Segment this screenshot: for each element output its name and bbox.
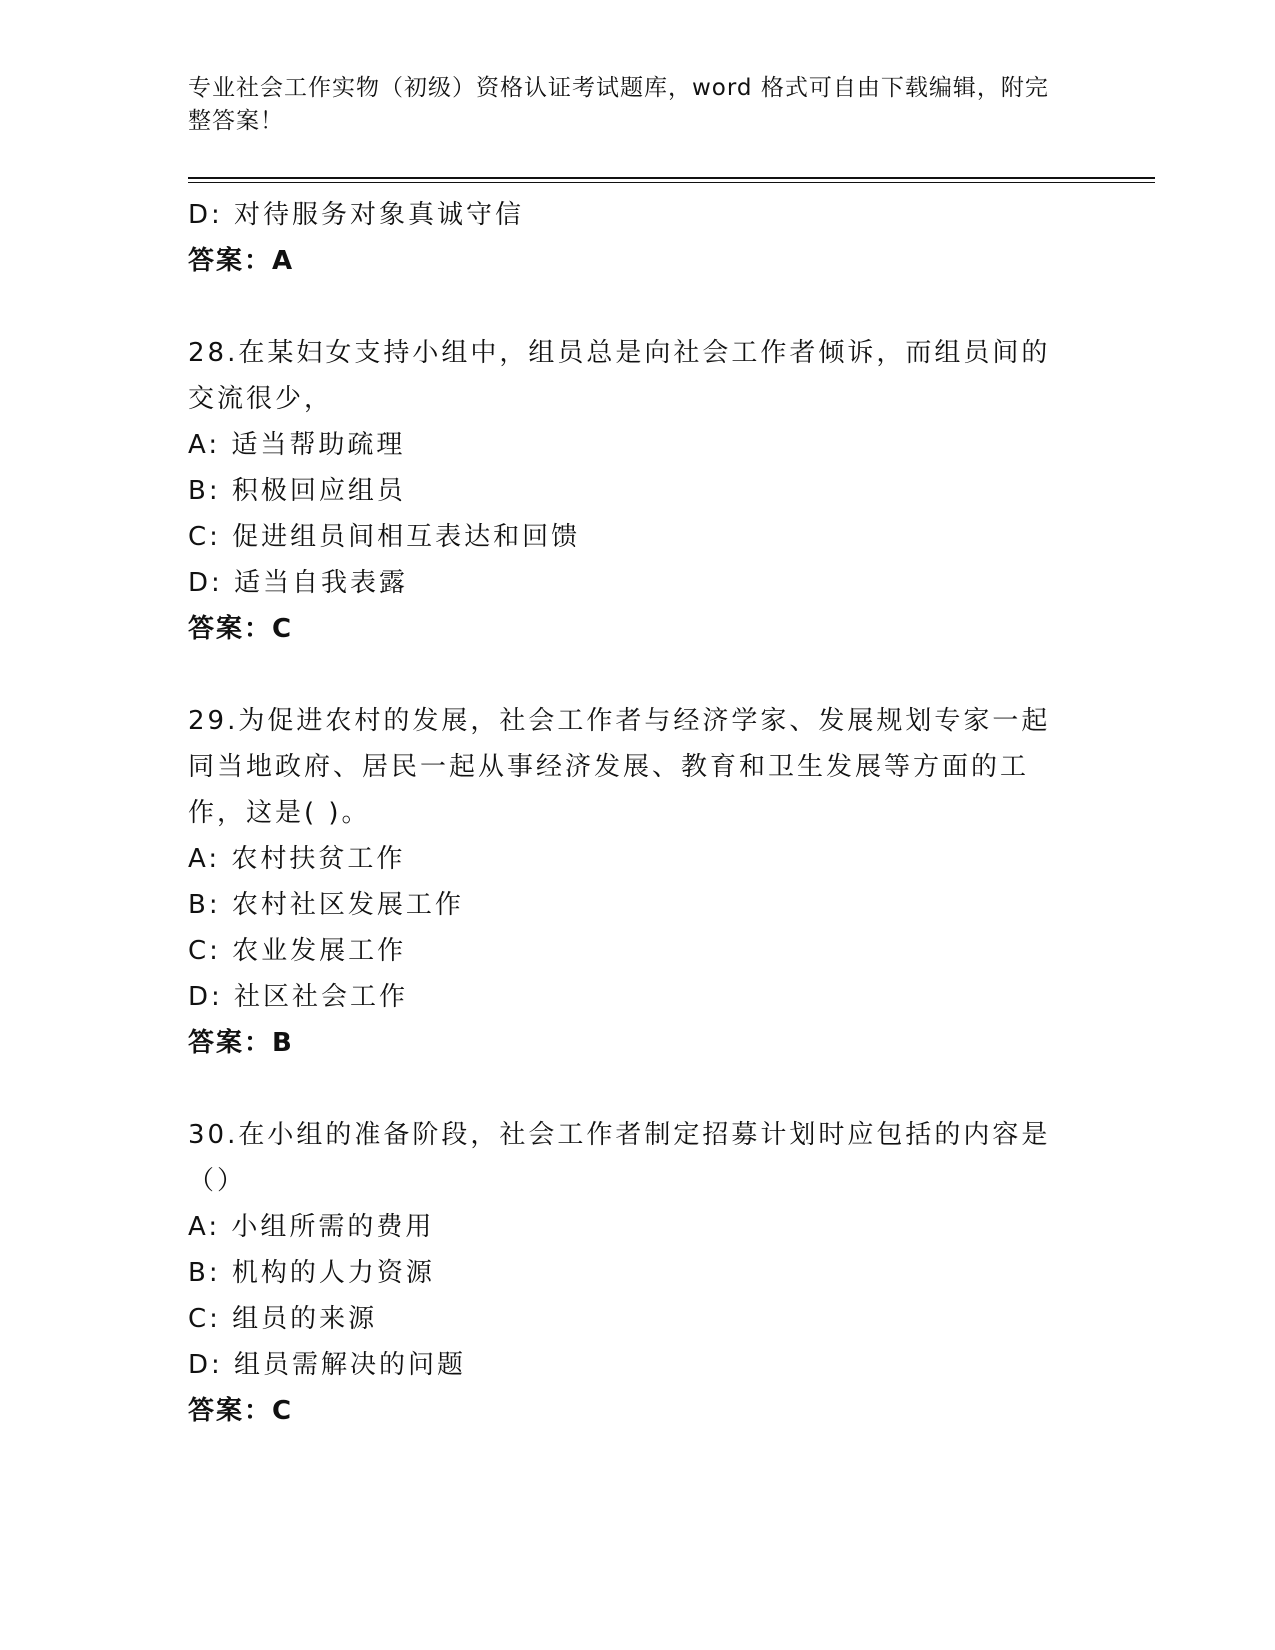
question-stem: 29.为促进农村的发展，社会工作者与经济学家、发展规划专家一起同当地政府、居民一起从事经济发展、教育和卫生发展等方面的工作，这是( )。 bbox=[188, 706, 1051, 828]
answer-text: 答案：B bbox=[188, 1028, 294, 1058]
option-b: B: 积极回应组员 bbox=[188, 476, 406, 506]
option-a: A: 小组所需的费用 bbox=[188, 1212, 435, 1242]
answer-text: 答案：C bbox=[188, 614, 294, 644]
option-d: D: 社区社会工作 bbox=[188, 982, 409, 1012]
question-28 bbox=[188, 330, 1088, 652]
answer-text: 答案：A bbox=[188, 246, 295, 276]
answer-text: 答案：C bbox=[188, 1396, 294, 1426]
question-list bbox=[188, 192, 1088, 1434]
option-d: D: 组员需解决的问题 bbox=[188, 1350, 467, 1380]
option-a: A: 农村扶贫工作 bbox=[188, 844, 406, 874]
question-stem: 28.在某妇女支持小组中，组员总是向社会工作者倾诉，而组员间的交流很少， bbox=[188, 338, 1051, 414]
option-d: D: 对待服务对象真诚守信 bbox=[188, 200, 525, 230]
option-b: B: 机构的人力资源 bbox=[188, 1258, 435, 1288]
document-header: 专业社会工作实物（初级）资格认证考试题库，word 格式可自由下载编辑，附完整答案！ bbox=[188, 75, 1049, 134]
option-c: C: 组员的来源 bbox=[188, 1304, 378, 1334]
option-d: D: 适当自我表露 bbox=[188, 568, 409, 598]
question-29 bbox=[188, 698, 1088, 1066]
question-30 bbox=[188, 1112, 1088, 1434]
question-stem: 30.在小组的准备阶段，社会工作者制定招募计划时应包括的内容是（） bbox=[188, 1120, 1051, 1196]
header-divider-thick bbox=[188, 177, 1155, 179]
option-c: C: 促进组员间相互表达和回馈 bbox=[188, 522, 581, 552]
option-a: A: 适当帮助疏理 bbox=[188, 430, 406, 460]
previous-question-tail bbox=[188, 192, 1088, 284]
header-divider-thin bbox=[188, 182, 1155, 183]
option-c: C: 农业发展工作 bbox=[188, 936, 407, 966]
option-b: B: 农村社区发展工作 bbox=[188, 890, 464, 920]
